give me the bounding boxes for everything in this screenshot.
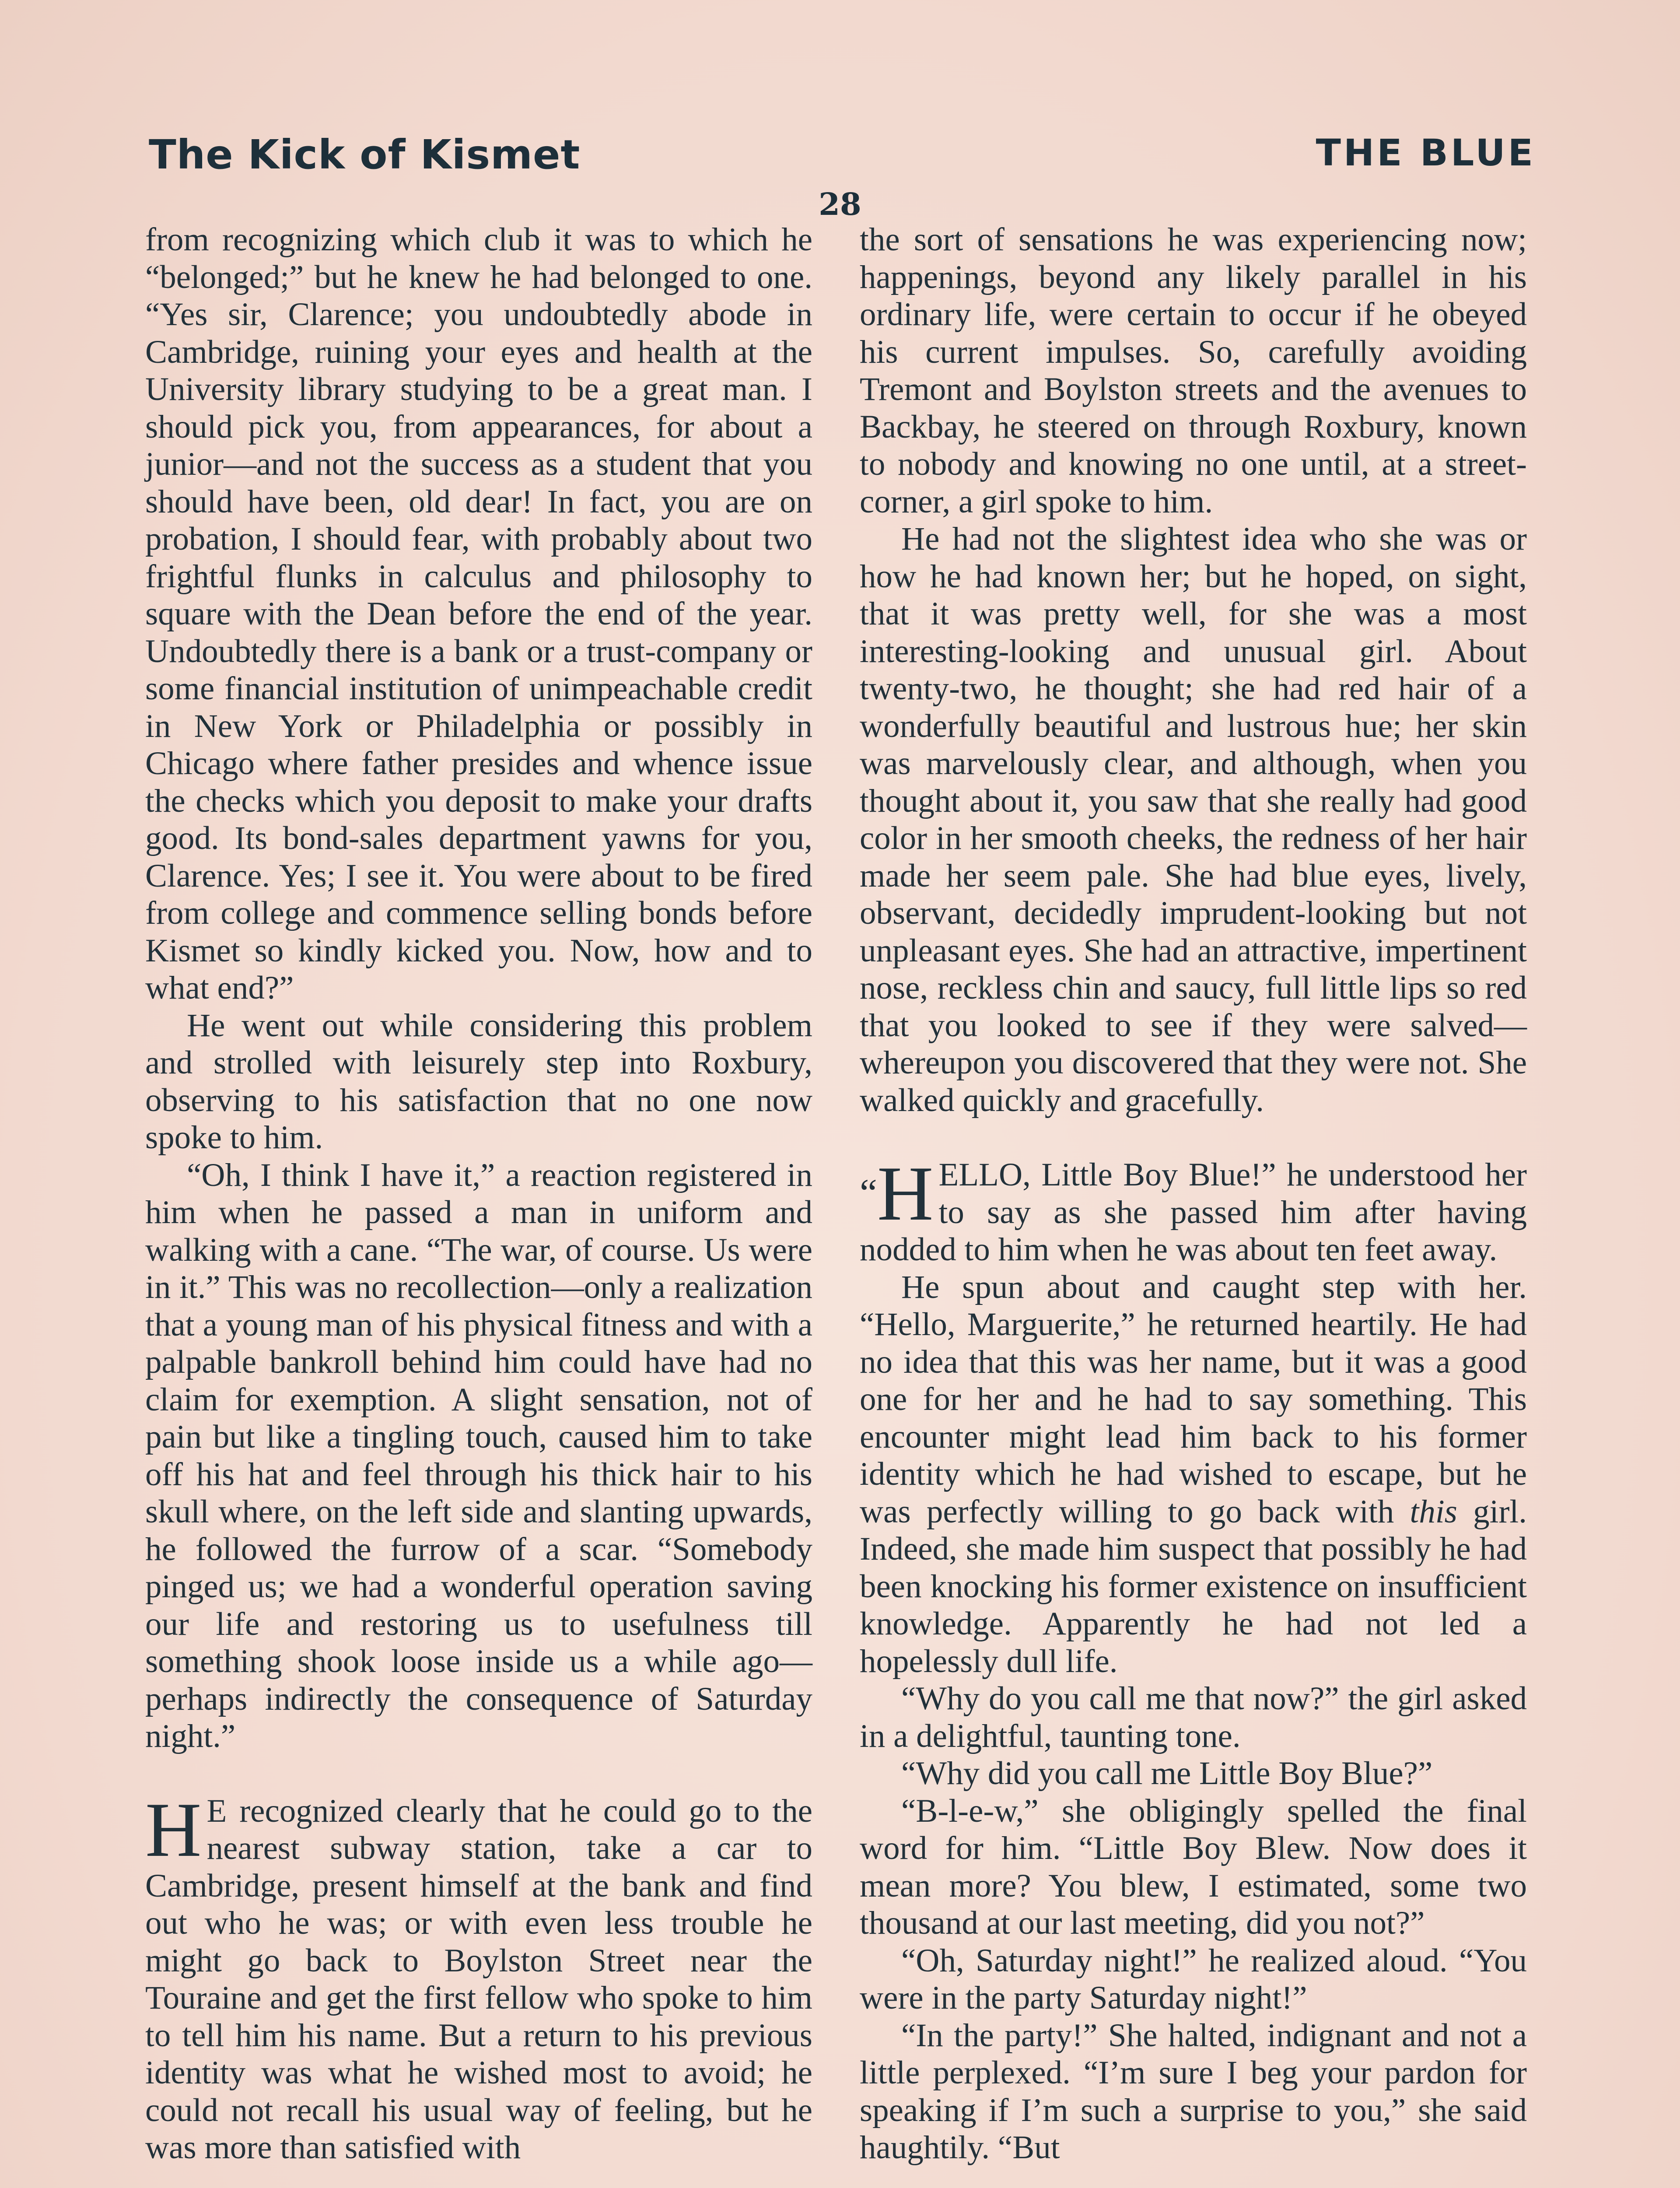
emphasis: this	[1410, 1493, 1457, 1530]
page-number: 28	[819, 186, 861, 222]
paragraph: He had not the slightest idea who she was or how he had known her; but he hoped, on sight, that it was pretty well, for she was a most interesting-looking and unusual girl. About twenty-two, he thought; she had red hair of a wonderfully beautiful and lustrous hue; her skin was marvelously clear, and although, when you thought about it, you saw that she really had good color in her smooth cheeks, the redness of her hair made her seem pale. She had blue eyes, lively, observant, decidedly imprudent-looking but not unpleasant eyes. She had an attractive, impertinent nose, reckless chin and saucy, full little lips so red that you looked to see if they were salved—whereupon you discovered that they were not. She walked quickly and gracefully.	[860, 521, 1527, 1119]
drop-cap-quote: “	[860, 1171, 877, 1215]
paragraph: from recognizing which club it was to which he “belonged;” but he knew he had belonged to one. “Yes sir, Clarence; you undoubtedly abode in Cambridge, ruining your eyes and health at the University library studying to be a great man. I should pick you, from appearances, for about a junior—and not the success as a student that you should have been, old dear! In fact, you are on probation, I should fear, with probably about two frightful flunks in calculus and philosophy to square with the Dean before the end of the year. Undoubtedly there is a bank or a trust-company or some financial institution of unimpeachable credit in New York or Philadelphia or possibly in Chicago where father presides and whence issue the checks which you deposit to make your drafts good. Its bond-sales department yawns for you, Clarence. Yes; I see it. You were about to be fired from college and commence selling bonds before Kismet so kindly kicked you. Now, how and to what end?”	[145, 221, 812, 1006]
drop-cap-letter: H	[877, 1150, 934, 1237]
paragraph: “Why do you call me that now?” the girl asked in a delightful, taunting tone.	[860, 1680, 1527, 1754]
right-column	[860, 221, 1527, 2167]
drop-cap	[860, 1150, 934, 1237]
paragraph: “Oh, Saturday night!” he realized aloud. “You were in the party Saturday night!”	[860, 1942, 1527, 2016]
section-text: E recognized clearly that he could go to the nearest subway station, take a car to Cambridge, present himself at the bank and find out who he was; or with even less trouble he might go back to Boylston Street near the Touraine and get the first fellow who spoke to him to tell him his name. But a return to his previous identity was what he wished most to avoid; he could not recall his usual way of feeling, but he was more than satisfied with	[145, 1792, 812, 2166]
text-run: He spun about and caught step with her. “Hello, Marguerite,” he returned heartily. He had no idea that this was her name, but it was a good one for her and he had to say something. This encounter might lead him back to his former identity which he had wished to escape, but he was perfectly willing to go back with	[860, 1269, 1527, 1530]
paragraph: “Why did you call me Little Boy Blue?”	[901, 1755, 1433, 1792]
paragraph: “Oh, I think I have it,” a reaction registered in him when he passed a man in uniform and walking with a cane. “The war, of course. Us were in it.” This was no recollection—only a realization that a young man of his physical fitness and with a palpable bankroll behind him could have had no claim for exemption. A slight sensation, not of pain but like a tingling touch, caused him to take off his hat and feel through his thick hair to his skull where, on the left side and slanting upwards, he followed the furrow of a scar. “Somebody pinged us; we had a wonderful operation saving our life and restoring us to usefulness till something shook loose inside us a while ago—perhaps indirectly the consequence of Saturday night.”	[145, 1157, 812, 1754]
paragraph: He went out while considering this problem and strolled with leisurely step into Roxbury, observing to his satisfaction that no one now spoke to him.	[145, 1007, 812, 1156]
running-header	[149, 131, 1536, 179]
story-title: The Kick of Kismet	[149, 131, 581, 178]
paragraph	[860, 1269, 1527, 1680]
magazine-title: THE BLUE	[1316, 131, 1536, 174]
drop-cap: H	[145, 1786, 202, 1873]
paragraph: “In the party!” She halted, indignant and not a little perplexed. “I’m sure I beg your pardon for speaking if I’m such a surprise to you,” she said haughtily. “But	[860, 2017, 1527, 2166]
section-text: ELLO, Little Boy Blue!” he understood her to say as she passed him after having nodded to him when he was about ten feet away.	[860, 1157, 1527, 1268]
paragraph: the sort of sensations he was experiencing now; happenings, beyond any likely parallel in his ordinary life, were certain to occur if he obeyed his current impulses. So, carefully avoiding Tremont and Boylston streets and the avenues to Backbay, he steered on through Roxbury, known to nobody and knowing no one until, at a street-corner, a girl spoke to him.	[860, 221, 1527, 520]
section-paragraph	[145, 1786, 812, 2167]
section-paragraph	[860, 1150, 1527, 1269]
paragraph: “B-l-e-w,” she obligingly spelled the final word for him. “Little Boy Blew. Now does it mean more? You blew, I estimated, some two thousand at our last meeting, did you not?”	[860, 1792, 1527, 1941]
left-column	[145, 221, 812, 2167]
text-run: girl. Indeed, she made him suspect that possibly he had been knocking his former existence on insufficient knowledge. Apparently he had not led a hopelessly dull life.	[860, 1493, 1527, 1680]
